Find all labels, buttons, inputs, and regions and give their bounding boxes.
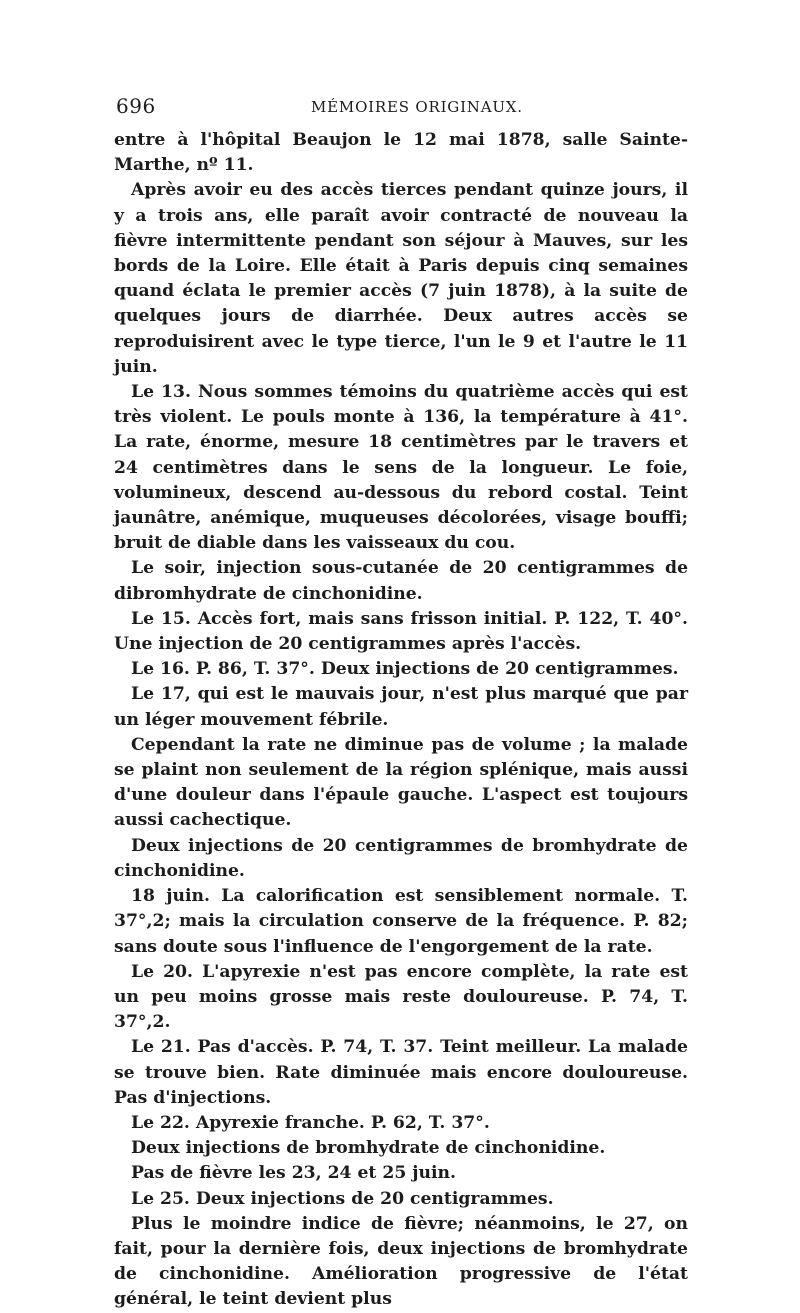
paragraph: Le 22. Apyrexie franche. P. 62, T. 37°. xyxy=(131,1112,490,1133)
paragraph: Le 25. Deux injections de 20 centigrammes. xyxy=(131,1188,554,1209)
paragraph: Deux injections de 20 centigrammes de bromhydrate de cinchonidine. xyxy=(114,835,688,881)
paragraph: Le 16. P. 86, T. 37°. Deux injections de 20 centigrammes. xyxy=(131,659,679,680)
paragraph: Pas de fièvre les 23, 24 et 25 juin. xyxy=(131,1163,456,1184)
running-title: MÉMOIRES ORIGINAUX. xyxy=(311,98,523,116)
paragraph: Le 17, qui est le mauvais jour, n'est plus marqué que par un léger mouvement fébrile. xyxy=(114,684,688,730)
paragraph: Plus le moindre indice de fièvre; néanmoins, le 27, on fait, pour la dernière fois, deux injections de bromhydrate de cinchonidine. Amélioration progressive de l'état général, le teint devient plus xyxy=(114,1213,688,1310)
paragraph: Le soir, injection sous-cutanée de 20 centigrammes de dibromhydrate de cinchonidine. xyxy=(114,558,688,604)
paragraph: 18 juin. La calorification est sensiblement normale. T. 37°,2; mais la circulation conserve de la fréquence. P. 82; sans doute sous l'influence de l'engorgement de la rate. xyxy=(114,886,688,957)
paragraph: Après avoir eu des accès tierces pendant quinze jours, il y a trois ans, elle paraît avoir contracté de nouveau la fièvre intermittente pendant son séjour à Mauves, sur les bords de la Loire. Elle était à Paris depuis cinq semaines quand éclata le premier accès (7 juin 1878), à la suite de quelques jours de diarrhée. Deux autres accès se reproduisirent avec le type tierce, l'un le 9 et l'autre le 11 juin. xyxy=(114,180,688,377)
paragraph: Le 13. Nous sommes témoins du quatrième accès qui est très violent. Le pouls monte à 136, la température à 41°. La rate, énorme, mesure 18 centimètres par le travers et 24 centimètres dans le sens de la longueur. Le foie, volumineux, descend au-dessous du rebord costal. Teint jaunâtre, anémique, muqueuses décolorées, visage bouffi; bruit de diable dans les vaisseaux du cou. xyxy=(114,382,688,554)
paragraph: Cependant la rate ne diminue pas de volume ; la malade se plaint non seulement de la région splénique, mais aussi d'une douleur dans l'épaule gauche. L'aspect est toujours aussi cachectique. xyxy=(114,734,688,831)
paragraph: Le 21. Pas d'accès. P. 74, T. 37. Teint meilleur. La malade se trouve bien. Rate diminuée mais encore douloureuse. Pas d'injections. xyxy=(114,1037,688,1108)
page-header xyxy=(116,94,686,124)
paragraph: Le 20. L'apyrexie n'est pas encore complète, la rate est un peu moins grosse mais reste douloureuse. P. 74, T. 37°,2. xyxy=(114,961,688,1033)
body-text xyxy=(114,128,688,1313)
paragraph: entre à l'hôpital Beaujon le 12 mai 1878, salle Sainte-Marthe, nº 11. xyxy=(114,130,688,176)
paragraph: Deux injections de bromhydrate de cinchonidine. xyxy=(131,1138,606,1159)
paragraph: Le 15. Accès fort, mais sans frisson initial. P. 122, T. 40°. Une injection de 20 centigrammes après l'accès. xyxy=(114,608,688,655)
page-number: 696 xyxy=(116,94,156,118)
